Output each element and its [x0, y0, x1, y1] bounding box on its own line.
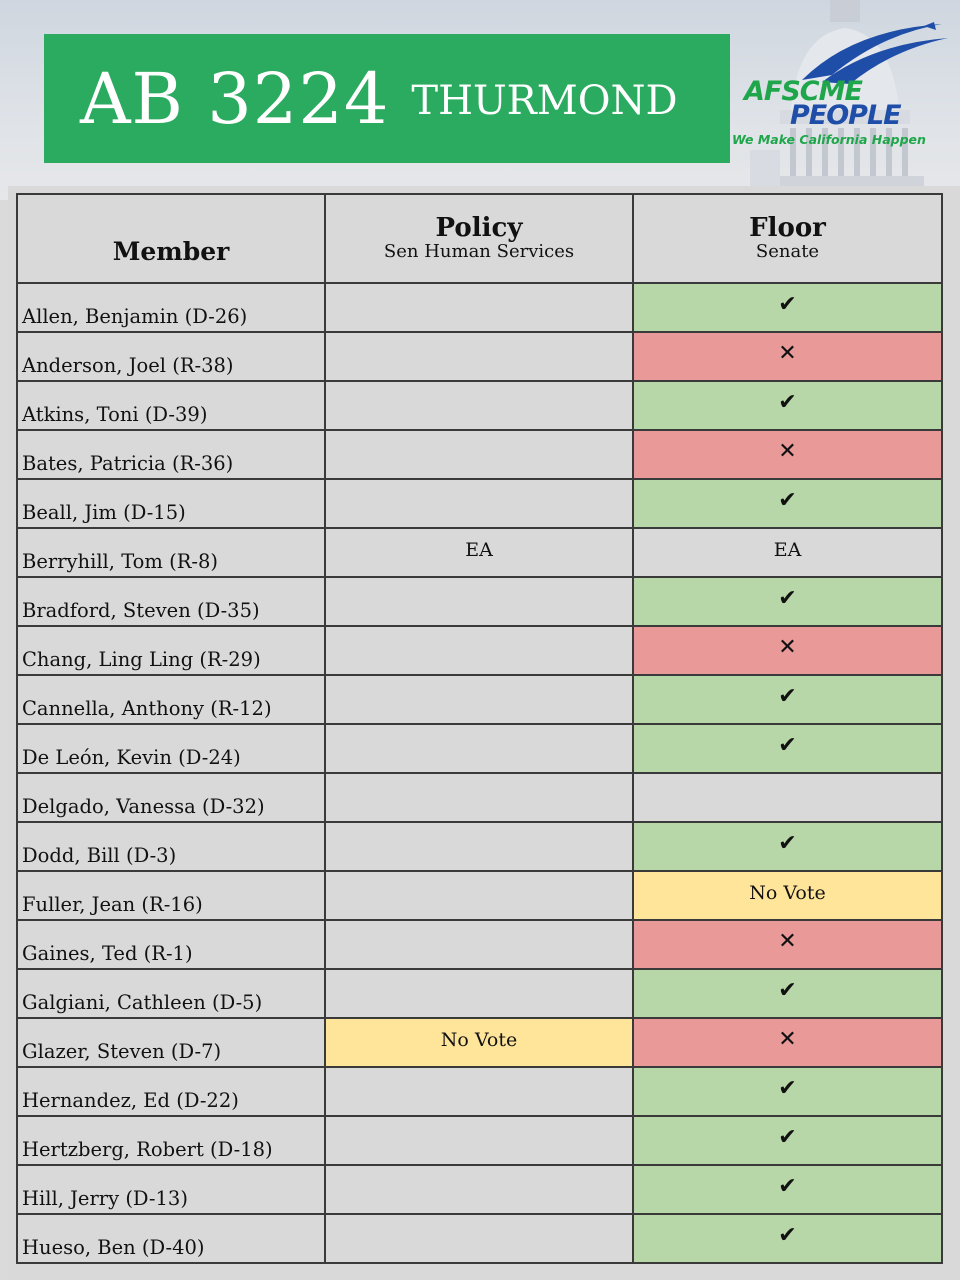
check-icon: ✔ — [778, 390, 797, 415]
floor-column-header — [633, 194, 942, 283]
member-name-cell: Beall, Jim (D-15) — [17, 479, 325, 528]
table-row — [17, 332, 942, 381]
floor-vote-cell — [633, 479, 942, 528]
check-icon: ✔ — [778, 1076, 797, 1101]
member-name-cell: Galgiani, Cathleen (D-5) — [17, 969, 325, 1018]
policy-header-committee: Sen Human Services — [383, 241, 575, 263]
floor-vote-cell — [633, 283, 942, 332]
floor-vote-cell — [633, 773, 942, 822]
table-row — [17, 1214, 942, 1263]
logo-tagline: We Make California Happen — [732, 132, 926, 147]
check-icon: ✔ — [778, 488, 797, 513]
policy-vote-cell — [325, 479, 633, 528]
policy-vote-cell — [325, 430, 633, 479]
table-row — [17, 920, 942, 969]
policy-vote-cell — [325, 822, 633, 871]
policy-vote-cell — [325, 969, 633, 1018]
floor-vote-cell — [633, 1116, 942, 1165]
policy-vote-cell — [325, 332, 633, 381]
policy-vote-cell — [325, 920, 633, 969]
floor-vote-cell — [633, 1018, 942, 1067]
table-header-row — [17, 194, 942, 283]
policy-vote-cell — [325, 773, 633, 822]
table-row — [17, 283, 942, 332]
check-icon: ✔ — [778, 831, 797, 856]
policy-vote-cell — [325, 1214, 633, 1263]
member-name-cell: Dodd, Bill (D-3) — [17, 822, 325, 871]
table-row — [17, 430, 942, 479]
cross-icon: ✕ — [778, 929, 797, 954]
member-name-cell: Delgado, Vanessa (D-32) — [17, 773, 325, 822]
policy-vote-cell — [325, 871, 633, 920]
table-row — [17, 822, 942, 871]
floor-vote-cell — [633, 969, 942, 1018]
bill-number: AB 3224 — [80, 57, 390, 140]
member-name-cell: Bradford, Steven (D-35) — [17, 577, 325, 626]
member-name-cell: Hertzberg, Robert (D-18) — [17, 1116, 325, 1165]
afscme-people-logo — [732, 20, 952, 147]
floor-vote-cell — [633, 920, 942, 969]
floor-vote-cell — [633, 724, 942, 773]
check-icon: ✔ — [778, 1174, 797, 1199]
policy-vote-cell — [325, 381, 633, 430]
floor-vote-cell — [633, 1214, 942, 1263]
floor-vote-cell — [633, 626, 942, 675]
table-row — [17, 479, 942, 528]
member-name-cell: Atkins, Toni (D-39) — [17, 381, 325, 430]
title-banner — [44, 34, 730, 163]
check-icon: ✔ — [778, 978, 797, 1003]
floor-vote-cell — [633, 822, 942, 871]
policy-vote-cell — [325, 1067, 633, 1116]
policy-vote-cell: No Vote — [325, 1018, 633, 1067]
table-row — [17, 1165, 942, 1214]
policy-vote-cell — [325, 1165, 633, 1214]
policy-vote-cell — [325, 626, 633, 675]
check-icon: ✔ — [778, 1125, 797, 1150]
vote-table — [16, 193, 943, 1264]
check-icon: ✔ — [778, 292, 797, 317]
member-name-cell: Hueso, Ben (D-40) — [17, 1214, 325, 1263]
floor-vote-cell — [633, 381, 942, 430]
member-name-cell: Glazer, Steven (D-7) — [17, 1018, 325, 1067]
floor-vote-cell: No Vote — [633, 871, 942, 920]
table-row — [17, 626, 942, 675]
member-name-cell: Fuller, Jean (R-16) — [17, 871, 325, 920]
table-row — [17, 1067, 942, 1116]
floor-vote-cell — [633, 577, 942, 626]
member-name-cell: Gaines, Ted (R-1) — [17, 920, 325, 969]
member-name-cell: Berryhill, Tom (R-8) — [17, 528, 325, 577]
table-row — [17, 675, 942, 724]
policy-vote-cell — [325, 724, 633, 773]
table-row — [17, 724, 942, 773]
cross-icon: ✕ — [778, 341, 797, 366]
logo-people-text: PEOPLE — [790, 100, 901, 131]
member-name-cell: Chang, Ling Ling (R-29) — [17, 626, 325, 675]
floor-vote-cell — [633, 430, 942, 479]
floor-vote-cell — [633, 332, 942, 381]
table-row — [17, 871, 942, 920]
policy-vote-cell: EA — [325, 528, 633, 577]
check-icon: ✔ — [778, 733, 797, 758]
floor-vote-cell — [633, 1067, 942, 1116]
cross-icon: ✕ — [778, 1027, 797, 1052]
check-icon: ✔ — [778, 586, 797, 611]
policy-header-title: Policy — [435, 212, 523, 243]
table-row — [17, 1018, 942, 1067]
member-name-cell: Cannella, Anthony (R-12) — [17, 675, 325, 724]
table-row — [17, 969, 942, 1018]
member-name-cell: Anderson, Joel (R-38) — [17, 332, 325, 381]
floor-vote-cell — [633, 675, 942, 724]
member-name-cell: Allen, Benjamin (D-26) — [17, 283, 325, 332]
policy-vote-cell — [325, 675, 633, 724]
member-name-cell: Hernandez, Ed (D-22) — [17, 1067, 325, 1116]
floor-header-chamber: Senate — [755, 241, 820, 263]
member-name-cell: Hill, Jerry (D-13) — [17, 1165, 325, 1214]
vote-table-body — [17, 283, 942, 1263]
table-row — [17, 528, 942, 577]
table-row — [17, 577, 942, 626]
cross-icon: ✕ — [778, 439, 797, 464]
policy-vote-cell — [325, 1116, 633, 1165]
policy-vote-cell — [325, 283, 633, 332]
floor-vote-cell: EA — [633, 528, 942, 577]
member-column-header: Member — [17, 194, 325, 283]
logo-afscme-text: AFSCME — [744, 76, 862, 107]
member-name-cell: Bates, Patricia (R-36) — [17, 430, 325, 479]
floor-header-title: Floor — [749, 212, 826, 243]
policy-vote-cell — [325, 577, 633, 626]
table-row — [17, 381, 942, 430]
policy-column-header — [325, 194, 633, 283]
bill-author: THURMOND — [411, 77, 678, 124]
check-icon: ✔ — [778, 1223, 797, 1248]
table-row — [17, 1116, 942, 1165]
check-icon: ✔ — [778, 684, 797, 709]
floor-vote-cell — [633, 1165, 942, 1214]
member-name-cell: De León, Kevin (D-24) — [17, 724, 325, 773]
table-row — [17, 773, 942, 822]
cross-icon: ✕ — [778, 635, 797, 660]
